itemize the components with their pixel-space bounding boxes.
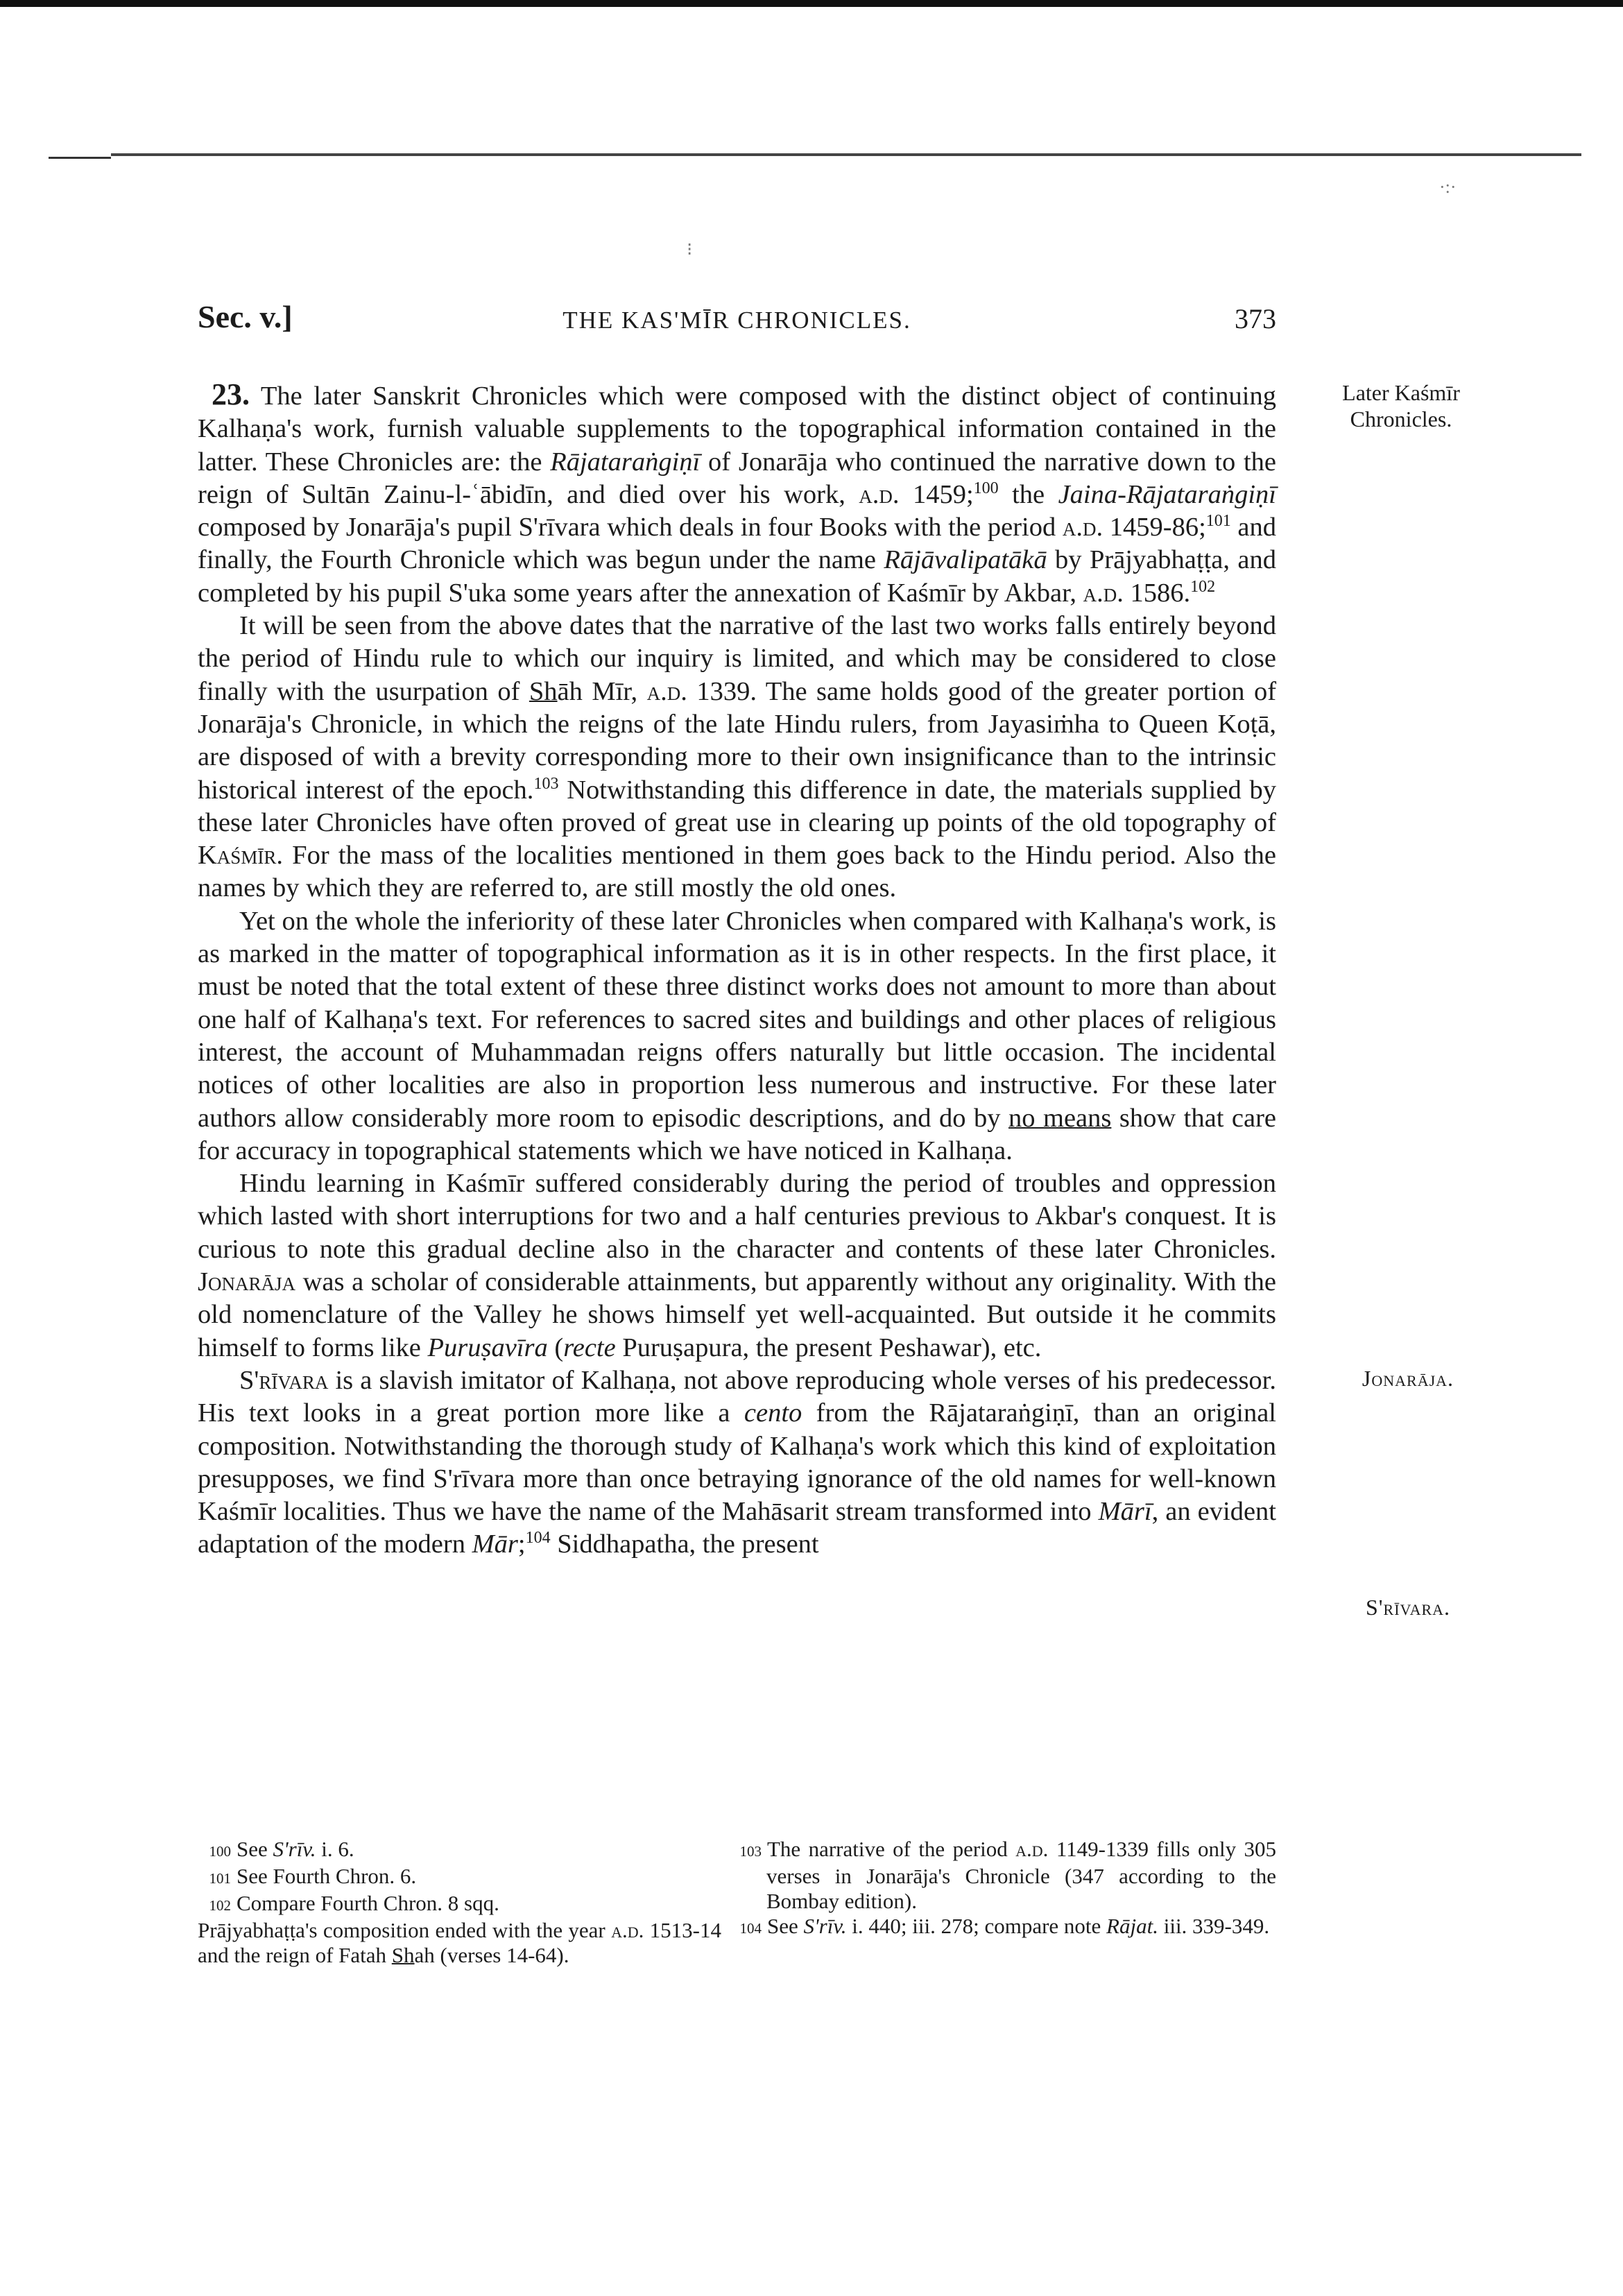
- paragraph-number: 23.: [212, 377, 250, 411]
- text-run: 1586.: [1123, 578, 1191, 608]
- text-run: Yet on the whole the inferiority of these later Chronicles when compared with Kalhaṇa's work, is as marked in the matter of topographical information as it is in other respects. In the first place, it must be noted that the total extent of these three distinct works does not amount to more than about one half of Kalhaṇa's text. For references to sacred sites and buildings and other places of religious interest, the account of Muhammadan reigns offers naturally but little occasion. The incidental notices of other localities are also in proportion less numerous and instructive. For these later authors allow considerably more room to episodic descriptions, and do by: [198, 906, 1276, 1133]
- text-run: i. 6.: [316, 1837, 354, 1861]
- footnote-100: [198, 1837, 721, 1864]
- footnote-102-continued: [198, 1918, 721, 1968]
- page-number: 373: [1235, 303, 1276, 334]
- italic-term: Puruṣavīra: [427, 1333, 548, 1362]
- era-abbrev: a.d.: [859, 479, 900, 509]
- era-abbrev: a.d.: [1015, 1837, 1049, 1861]
- text-run: 1459-86;: [1103, 513, 1206, 542]
- footnote-103: [728, 1837, 1276, 1914]
- footnote-number: 101: [209, 1870, 231, 1887]
- footnote-ref[interactable]: 101: [1205, 512, 1231, 531]
- text-run: i. 440; iii. 278; compare note: [846, 1914, 1107, 1938]
- paragraph: [198, 1364, 1276, 1561]
- text-run: 1459;: [899, 479, 974, 509]
- footnote-104: [728, 1914, 1276, 1941]
- underlined-text: Sh: [529, 676, 558, 706]
- paragraph: [198, 905, 1276, 1167]
- footnote-ref[interactable]: 103: [533, 774, 559, 793]
- era-abbrev: a.d.: [611, 1918, 644, 1942]
- footnote-ref[interactable]: 104: [525, 1529, 551, 1548]
- text-run: Notwithstanding this difference in date, the materials supplied by these later Chronicles have often proved of great use in clearing up points of the old topography of: [198, 775, 1276, 837]
- text-run: , an evident adaptation of the modern: [198, 1497, 1276, 1559]
- footnote-number: 100: [209, 1843, 231, 1860]
- scan-speck: ⁝: [687, 239, 693, 259]
- footnote-102: [198, 1891, 721, 1918]
- footnote-number: 102: [209, 1897, 231, 1914]
- footnotes-left-column: [198, 1837, 721, 1968]
- text-run: show that care for accuracy in topographical statements which we have noticed in Kalhaṇa.: [198, 1103, 1276, 1165]
- text-run: composed by Jonarāja's pupil S'rīvara which deals in four Books with the period: [198, 513, 1063, 542]
- text-run: Siddhapatha, the present: [550, 1530, 819, 1559]
- text-run: Puruṣapura, the present Peshawar), etc.: [615, 1333, 1042, 1362]
- text-run: is a slavish imitator of Kalhaṇa, not above reproducing whole verses of his predecessor. His text looks in a great portion more like a: [198, 1365, 1276, 1428]
- italic-term: Mār: [472, 1530, 518, 1559]
- footnote-ref[interactable]: 100: [973, 479, 999, 498]
- section-label: Sec. v.]: [198, 299, 293, 334]
- italic-term: Rājat.: [1106, 1914, 1158, 1938]
- small-caps-name: S'rīvara: [239, 1365, 329, 1395]
- side-note-line: Later Kaśmīr: [1342, 380, 1460, 405]
- side-note-line: Chronicles.: [1350, 406, 1452, 431]
- text-run: of Jonarāja who continued the narrative down to the reign of Sultān Zainu-l-ʿābidīn, and died over his work,: [198, 447, 1276, 509]
- era-abbrev: a.d.: [1083, 578, 1124, 608]
- footnote-101: [198, 1864, 721, 1891]
- footnote-number: 103: [739, 1843, 762, 1860]
- text-run: Compare Fourth Chron. 8 sqq.: [237, 1891, 499, 1915]
- italic-term: Mārī: [1098, 1497, 1152, 1527]
- text-run: Hindu learning in Kaśmīr suffered considerably during the period of troubles and oppression which lasted with short interruptions for two and a half centuries previous to Akbar's conquest. It is curious to note this gradual decline also in the character and contents of these later Chronicles.: [198, 1169, 1276, 1264]
- italic-term: Rājataraṅgiṇī: [550, 447, 701, 477]
- text-run: ;: [517, 1530, 526, 1559]
- text-run: āh Mīr,: [557, 676, 647, 706]
- scan-head-rule: [111, 153, 1581, 156]
- scan-top-border: [0, 0, 1623, 7]
- footnotes-right-column: [728, 1837, 1276, 1941]
- paragraph-23: [198, 378, 1276, 610]
- paragraph: [198, 1167, 1276, 1364]
- text-run: (: [547, 1333, 564, 1362]
- italic-term: Rājāvalipatākā: [884, 545, 1047, 575]
- text-run: Prājyabhaṭṭa's composition ended with the year: [198, 1918, 612, 1942]
- text-run: and finally, the Fourth Chronicle which was begun under the name: [198, 513, 1276, 575]
- text-run: from the Rājataraṅgiṇī, than an original composition. Notwithstanding the thorough study of Kalhaṇa's work which this kind of exploitation presupposes, we find S'rīvara more than once betraying ignorance of the old names for well-known Kaśmīr localities. Thus we have the name of the Mahāsarit stream transformed into: [198, 1398, 1276, 1527]
- text-run: The narrative of the period: [767, 1837, 1016, 1861]
- italic-term: cento: [744, 1398, 802, 1428]
- italic-term: S'rīv.: [273, 1837, 316, 1861]
- text-run: the: [998, 479, 1058, 509]
- text-run: See: [767, 1914, 804, 1938]
- text-run: 1339. The same holds good of the greater portion of Jonarāja's Chronicle, in which the reigns of the late Hindu rulers, from Jayasiṁha to Queen Koṭā, are disposed of with a brevity corresponding more to their own insignificance than to the intrinsic historical interest of the epoch.: [198, 676, 1277, 805]
- text-run: The later Sanskrit Chronicles which were composed with the distinct object of continuing Kalhaṇa's work, furnish valuable supplements to the topographical information contained in the latter. These Chronicles are: the: [198, 382, 1276, 477]
- text-run: 1149-1339 fills only 305 verses in Jonarāja's Chronicle (347 according to the Bombay edition).: [766, 1837, 1276, 1913]
- era-abbrev: a.d.: [1062, 513, 1104, 542]
- italic-term: recte: [563, 1333, 616, 1362]
- text-run: by Prājyabhaṭṭa, and completed by his pupil S'uka some years after the annexation of Kaśmīr by Akbar,: [198, 545, 1276, 608]
- italic-term: S'rīv.: [803, 1914, 847, 1938]
- underlined-text: Sh: [391, 1943, 415, 1967]
- side-note-srivara: S'rīvara.: [1365, 1595, 1451, 1620]
- small-caps-term: Kaśmīr.: [198, 841, 283, 871]
- era-abbrev: a.d.: [646, 676, 687, 706]
- paragraph: [198, 610, 1276, 905]
- main-text: [198, 378, 1276, 1561]
- text-run: 1513-14 and the reign of Fatah: [198, 1918, 721, 1967]
- text-run: See Fourth Chron. 6.: [237, 1864, 417, 1888]
- text-run: See: [237, 1837, 273, 1861]
- text-run: iii. 339-349.: [1158, 1914, 1270, 1938]
- footnote-ref[interactable]: 102: [1190, 577, 1216, 596]
- text-run: was a scholar of considerable attainments, but apparently without any originality. With the old nomenclature of the Valley he shows himself yet well-acquainted. But outside it he commits himself to forms like: [198, 1267, 1276, 1362]
- page-header: [198, 298, 1276, 340]
- side-note-jonaraja: Jonarāja.: [1362, 1366, 1454, 1391]
- running-title: THE KAS'MĪR CHRONICLES.: [563, 307, 911, 334]
- scan-speck: ·:·: [1439, 177, 1457, 197]
- text-run: ah (verses 14-64).: [414, 1943, 569, 1967]
- scan-left-mark: [49, 157, 111, 159]
- text-run: For the mass of the localities mentioned in them goes back to the Hindu period. Also the names by which they are referred to, are still mostly the old ones.: [198, 841, 1276, 903]
- underlined-text: no means: [1008, 1103, 1112, 1133]
- footnote-number: 104: [739, 1920, 762, 1937]
- small-caps-name: Jonarāja: [198, 1267, 295, 1297]
- side-note-later-chronicles: [1304, 379, 1498, 432]
- italic-term: Jaina-Rājataraṅgiṇī: [1058, 479, 1276, 509]
- text-run: It will be seen from the above dates that the narrative of the last two works falls entirely beyond the period of Hindu rule to which our inquiry is limited, and which may be considered to close finally with the usurpation of: [198, 611, 1276, 706]
